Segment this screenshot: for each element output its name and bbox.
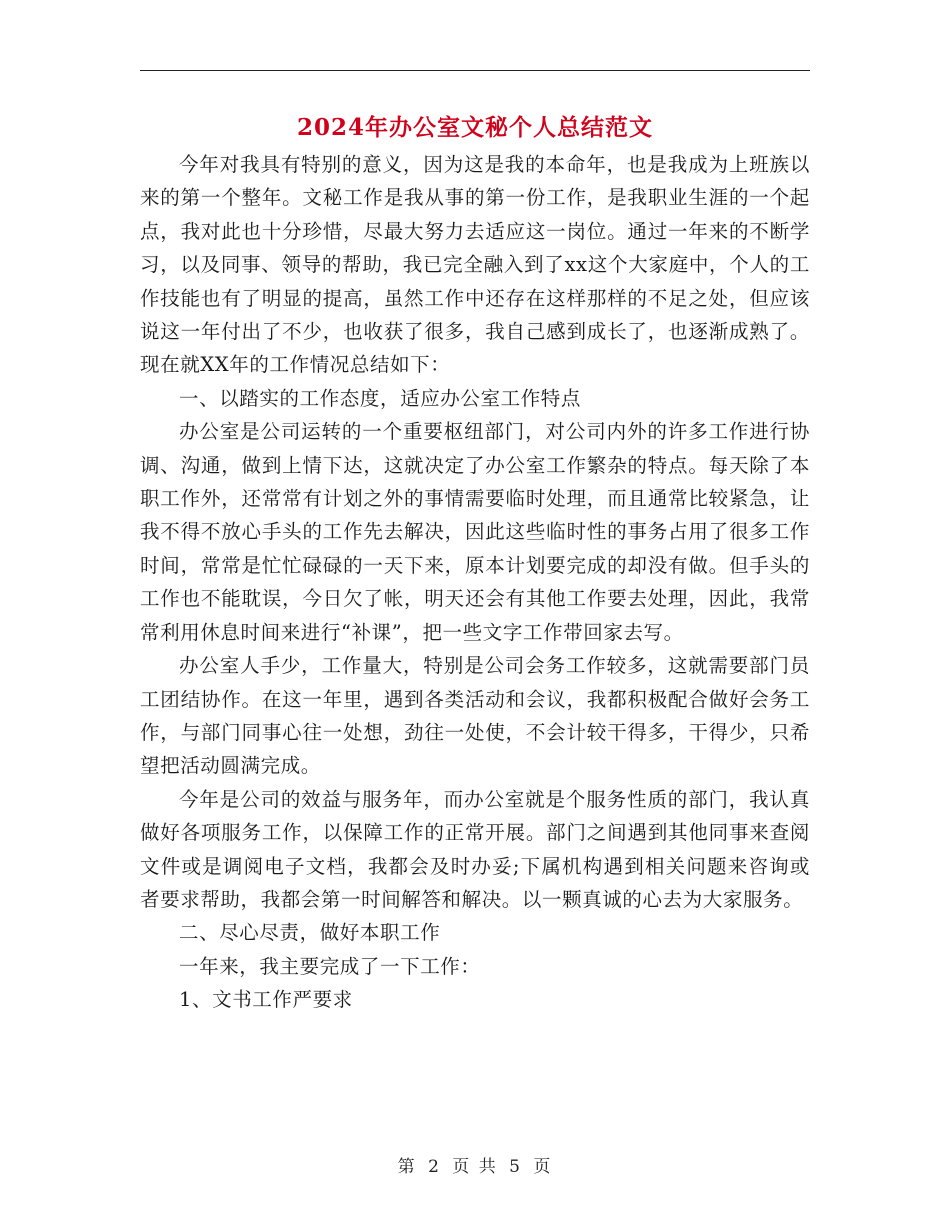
footer-suffix: 页 [533, 1157, 553, 1177]
paragraph: 今年对我具有特别的意义，因为这是我的本命年，也是我成为上班族以来的第一个整年。文秘工作是我从事的第一份工作，是我职业生涯的一个起点，我对此也十分珍惜，尽最大努力去适应这一岗位。通过一年来的不断学习，以及同事、领导的帮助，我已完全融入到了xx这个大家庭中，个人的工作技能也有了明显的提高，虽然工作中还存在这样那样的不足之处，但应该说这一年付出了不少，也收获了很多，我自己感到成长了，也逐渐成熟了。现在就XX年的工作情况总结如下： [140, 153, 810, 377]
section-heading: 二、尽心尽责，做好本职工作 [179, 921, 441, 945]
footer-page-number: 2 [428, 1157, 441, 1177]
section-heading: 一、以踏实的工作态度，适应办公室工作特点 [179, 386, 582, 410]
footer-total-pages: 5 [509, 1157, 522, 1177]
document-title: 2024年办公室文秘个人总结范文 [296, 114, 653, 141]
page-footer [0, 1152, 950, 1177]
footer-prefix: 第 [397, 1157, 417, 1177]
subsection-heading: 1、文书工作严要求 [179, 988, 353, 1012]
footer-middle: 页 共 [452, 1157, 498, 1177]
paragraph: 今年是公司的效益与服务年，而办公室就是个服务性质的部门，我认真做好各项服务工作，以保障工作的正常开展。部门之间遇到其他同事来查阅文件或是调阅电子文档，我都会及时办妥;下属机构遇到相关问题来咨询或者要求帮助，我都会第一时间解答和解决。以一颗真诚的心去为大家服务。 [140, 787, 810, 911]
paragraph: 办公室是公司运转的一个重要枢纽部门，对公司内外的许多工作进行协调、沟通，做到上情下达，这就决定了办公室工作繁杂的特点。每天除了本职工作外，还常常有计划之外的事情需要临时处理，而且通常比较紧急，让我不得不放心手头的工作先去解决，因此这些临时性的事务占用了很多工作时间，常常是忙忙碌碌的一天下来，原本计划要完成的却没有做。但手头的工作也不能耽误，今日欠了帐，明天还会有其他工作要去处理，因此，我常常利用休息时间来进行“补课”，把一些文字工作带回家去写。 [140, 420, 810, 644]
paragraph: 办公室人手少，工作量大，特别是公司会务工作较多，这就需要部门员工团结协作。在这一年里，遇到各类活动和会议，我都积极配合做好会务工作，与部门同事心往一处想，劲往一处使，不会计较干得多，干得少，只希望把活动圆满完成。 [140, 654, 810, 778]
paragraph: 一年来，我主要完成了一下工作： [179, 954, 481, 978]
document-body [140, 148, 810, 1017]
header-rule [140, 70, 810, 71]
